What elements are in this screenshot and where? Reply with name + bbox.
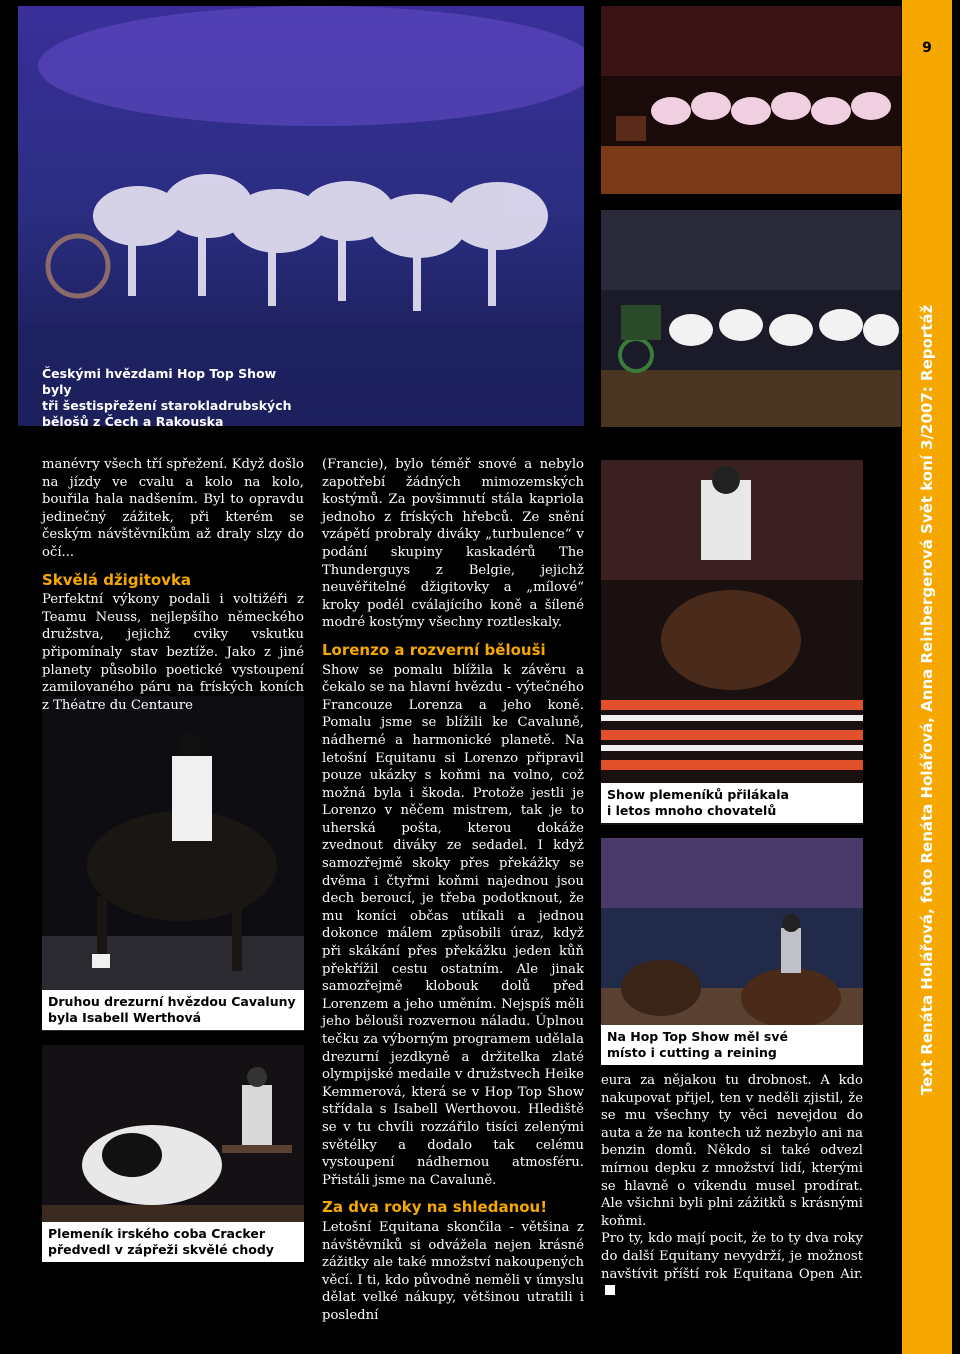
col3-para-last: Pro ty, kdo mají pocit, že to ty dva roky do další Equitany nevydrží, je možnost navštívit příští rok Equitana Open Air. bbox=[601, 1230, 863, 1300]
orange-sidebar bbox=[902, 0, 952, 1354]
col2-para3: Letošní Equitana skončila - většina z návštěvníků si odvážela nejen krásné zážitky ale také množství nakoupených věcí. I ti, kdo původně neměli v úmyslu dělat velké nákupy, většinou utratili i poslední bbox=[322, 1219, 584, 1323]
photo-white-horses-arena bbox=[601, 6, 901, 194]
photo-six-horse-team-purple bbox=[18, 6, 584, 426]
col2-para2: Show se pomalu blížila k závěru a čekalo se na hlavní hvězdu - výtečného Francouze Lorenza a jeho koně. Pomalu jsme se blížili ke Cavaluně, nádherné a harmonické planetě. Na letošní Equitanu si Lorenzo připravil pouze ukázky s koňmi na volno, což možná byla i škoda. Protože jestli je Lorenzo v něčem mistrem, tak je to uherská pošta, kterou dokáže zvednout diváky ze sedadel. I když samozřejmě skoky přes překážky se dvěma i čtyřmi koňmi najednou jsou dech beroucí, je třeba podotknout, že mu koníci občas utíkali a jednou dokonce málem způsobili úraz, když při skákání přes překážku jeden kůň překřížil cestu ostatním. Ale jinak samozřejmě klobouk dolů před Lorenzem a jeho uměním. Nejspíš měli jeho bělouši rozvernou náladu. Úplnou tečku za výborným programem udělala drezurní jezdkyně a držitelka zlaté olympijské medaile v družstvech Heike Kemmerová, která se v Hop Top Show střídala s Isabell Werthovou. Hlediště se v tu chvíli rozzářilo tisíci zelenými světélky a dodalo tak celému vystoupení nádhernou atmosféru. Přistáli jsme na Cavaluně. bbox=[322, 662, 584, 1188]
caption-jumping: Show plemeníků přilákala i letos mnoho chovatelů bbox=[601, 783, 863, 823]
article-column-1 bbox=[42, 456, 304, 714]
col2-intro: (Francie), bylo téměř snové a nebylo zapotřebí žádných mimozemských kostýmů. Za povšimnutí stála kapriola jednoho z fríských hřebců. Ze snění vzápětí probraly diváky „turbulence“ v podání skupiny kaskadérů The Thunderguys z Belgie, jejichž neuvěřitelné džigitovky a „mílové“ kroky podél cválajícího koně a šílené modré kostýmy všechny roztleskaly. bbox=[322, 457, 584, 631]
article-column-2 bbox=[322, 456, 584, 1325]
end-of-article-mark bbox=[605, 1285, 615, 1295]
page-number: 9 bbox=[922, 40, 932, 56]
photo-dressage-rider bbox=[42, 696, 304, 1031]
caption-main-photo: Českými hvězdami Hop Top Show byly tři šestispřežení starokladrubských bělošů z Čech a Rakouska bbox=[42, 366, 292, 429]
sidebar-credits: Text Renáta Holářová, foto Renáta Holářová, Anna Reinbergerová Svět koní 3/2007: Reportáž bbox=[918, 304, 936, 1096]
caption-cutting: Na Hop Top Show měl své místo i cutting a reining bbox=[601, 1025, 863, 1065]
col1-intro: manévry všech tří spřežení. Když došlo na jízdy ve cvalu a kolo na kolo, bouřila hala nadšením. Byl to opravdu jedinečný zážitek, při kterém se českým návštěvníkům až draly slzy do očí... bbox=[42, 457, 304, 560]
article-column-3 bbox=[601, 1072, 863, 1301]
heading-lorenzo: Lorenzo a rozverní bělouši bbox=[322, 640, 546, 659]
photo-carriage-team bbox=[601, 210, 901, 427]
col3-para: eura za nějakou tu drobnost. A kdo nakupovat přijel, ten v neděli zjistil, že se mu všechny ty věci nevejdou do auta a že na kontech už nezbylo ani na benzin domů. Někdo si také odvezl mírnou depku z množství lidí, kterými se hlavně o víkendu musel prodírat. Ale všichni byli plni zážitků s krásnými koňmi. bbox=[601, 1073, 863, 1229]
caption-cob: Plemeník irského coba Cracker předvedl v zápřeži skvělé chody bbox=[42, 1222, 304, 1262]
caption-dressage: Druhou drezurní hvězdou Cavaluny byla Isabell Werthová bbox=[42, 990, 304, 1030]
heading-dzigitovka: Skvělá džigitovka bbox=[42, 570, 192, 589]
photo-show-jumping bbox=[601, 460, 863, 825]
heading-shledanou: Za dva roky na shledanou! bbox=[322, 1198, 548, 1217]
col1-para1: Perfektní výkony podali i voltižéři z Teamu Neuss, nejlepšího německého družstva, jejichž cviky vskutku připomínaly stav beztíže. Jako z jiné planety působilo poetické vystoupení zamilovaného páru na fríských koních z Théatre du Centaure bbox=[42, 592, 304, 713]
